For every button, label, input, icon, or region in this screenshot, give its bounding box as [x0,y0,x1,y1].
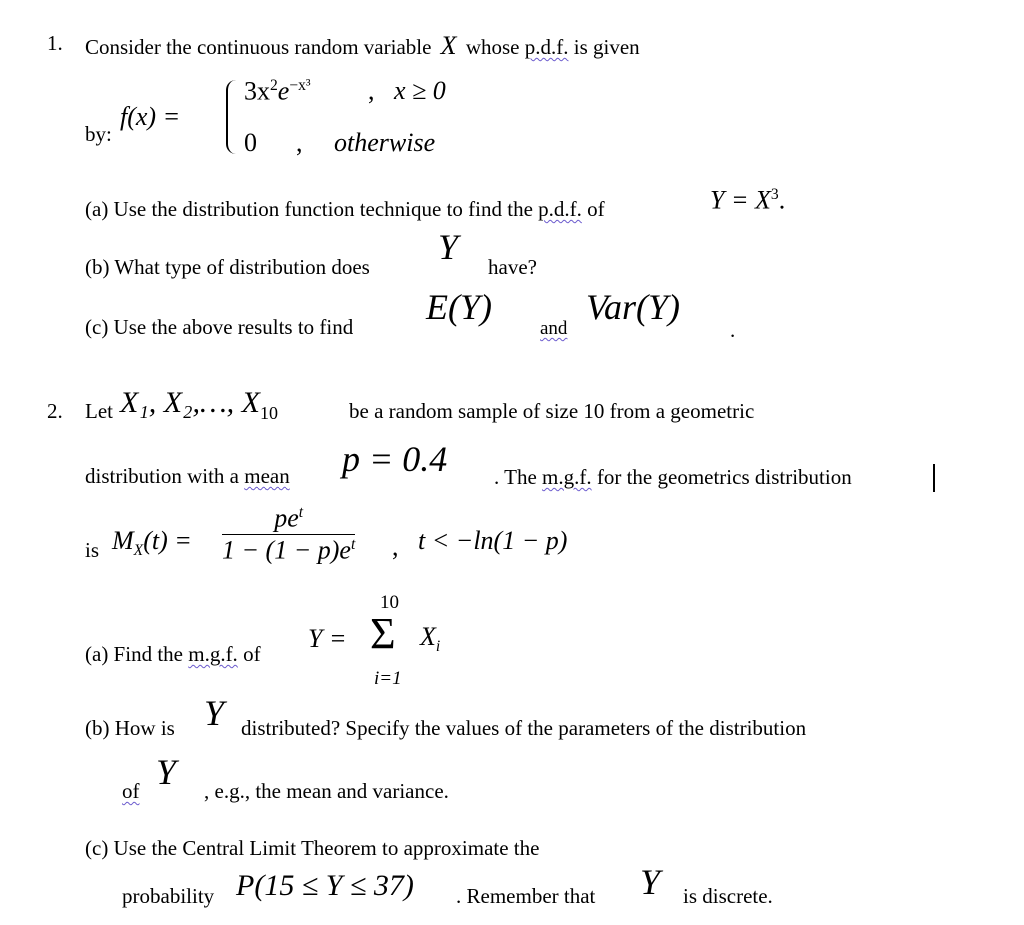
q1-number: 1. [47,31,63,55]
q2-M-sub: X [133,542,144,560]
q2-a-of: of [243,642,261,666]
q1-case1-esup: −x³ [289,77,311,94]
q2-b-tail: distributed? Specify the values of the parameters of the distribution [241,716,807,740]
q1-c-and: and [540,318,568,339]
q1-var-x: X [440,31,457,60]
q2-sum-top: 10 [380,592,399,613]
q1-case2-comma: , [296,128,303,157]
q2-mgf-frac [222,505,355,563]
q1-a-pdf: p.d.f. [538,197,582,221]
q2-sum-bottom: i=1 [374,668,402,689]
q1-b-tail: have? [488,255,537,279]
q1-a-math-base: Y = X [710,185,771,215]
q2-dist-line [85,466,290,487]
q2-mean-word: mean [244,464,290,488]
q1-a-of: of [587,197,605,221]
q2-number: 2. [47,399,63,423]
q1-b-Y: Y [438,227,459,267]
q1-intro-b: whose [465,35,520,59]
q2-mgf-line [494,467,852,488]
q2-frac [222,505,355,563]
q2-M-arg: (t) = [143,526,192,555]
q2-c2-Y: Y [640,862,661,902]
q2-sum-symbol: Σ [370,609,396,658]
q2-c2-mid: . Remember that [456,884,596,908]
q2-is: is [85,538,100,562]
q1-a-math [710,187,785,214]
q2-M-lhs [112,528,192,559]
q1-c-label: (c) Use the above results to find [85,315,354,339]
q1-intro [85,33,640,59]
q1-c-EY: E(Y) [426,287,492,327]
q1-a-label: (a) Use the distribution function technique to find the [85,197,533,221]
q2-b-Y: Y [204,693,225,733]
q2-sample-math [120,388,278,422]
q1-c-period: . [730,318,736,342]
q1-c-var: Var(Y) [586,287,681,327]
q1-case1-cond: x ≥ 0 [394,76,446,105]
q1-f-lhs: f(x) = [120,102,181,131]
q1-case1-base: 3x [244,76,270,106]
q2-a-Y-eq: Y = [308,624,347,653]
q1-case1-sup: 2 [270,77,278,94]
q1-case1-comma: , [368,76,375,105]
q2-frac-num-base: pe [274,503,299,533]
q1-case1-e: e [277,76,290,106]
q1-case-brace [226,80,240,154]
q2-M-comma: , [392,532,399,561]
q2-sample-vars: X₁, X₂,…, X [120,386,261,419]
q2-sample-sub: 10 [260,403,279,423]
q1-pdf-abbr: p.d.f. [524,35,569,59]
q2-a-mgf: m.g.f. [188,642,238,666]
q2-c2-math: P(15 ≤ Y ≤ 37) [236,869,414,902]
q2-mgf-abbr: m.g.f. [542,465,592,489]
q2-b-label: (b) How is [85,716,175,740]
q1-case2-cond: otherwise [334,128,436,157]
q1-b-label: (b) What type of distribution does [85,255,370,279]
q2-p-math: p = 0.4 [342,439,448,479]
q2-M-cond: t < −ln(1 − p) [418,526,568,555]
q2-frac-den [222,537,355,564]
q2-part-a [85,644,261,665]
q2-b2-of: of [122,779,140,803]
q2-a-label: (a) Find the [85,642,183,666]
q2-sum-X [420,624,440,655]
q2-b2-Y: Y [156,752,177,792]
q1-intro-a: Consider the continuous random variable [85,35,432,59]
q1-a-math-sup: 3 [770,186,779,203]
q2-dist-text: distribution with a [85,464,239,488]
q2-M: M [112,526,134,555]
q2-b2-tail: , e.g., the mean and variance. [204,779,449,803]
q1-intro-c: is given [573,35,640,59]
q2-sum-X-base: X [420,622,436,651]
q2-mgf-text-a: . The [494,465,537,489]
text-cursor [933,464,935,492]
q2-c-label: (c) Use the Central Limit Theorem to approximate the [85,836,540,860]
q1-case2-expr: 0 [244,128,257,157]
q2-frac-den-sup: t [350,535,356,553]
q1-case1-expr [244,78,311,105]
q2-c2-tail: is discrete. [683,884,773,908]
q1-by: by: [85,122,112,146]
q2-frac-num-sup: t [298,504,304,521]
q2-sample-text: be a random sample of size 10 from a geometric [349,399,755,423]
q1-part-a [85,199,605,220]
q2-mgf-text-b: for the geometrics distribution [596,465,852,489]
q1-a-period: . [778,185,786,215]
q2-c2-prob: probability [122,884,215,908]
q2-let: Let [85,399,113,423]
q2-frac-num [222,505,355,532]
q2-sum-X-sub: i [435,638,441,656]
q2-frac-den-base: 1 − (1 − p)e [222,535,351,565]
